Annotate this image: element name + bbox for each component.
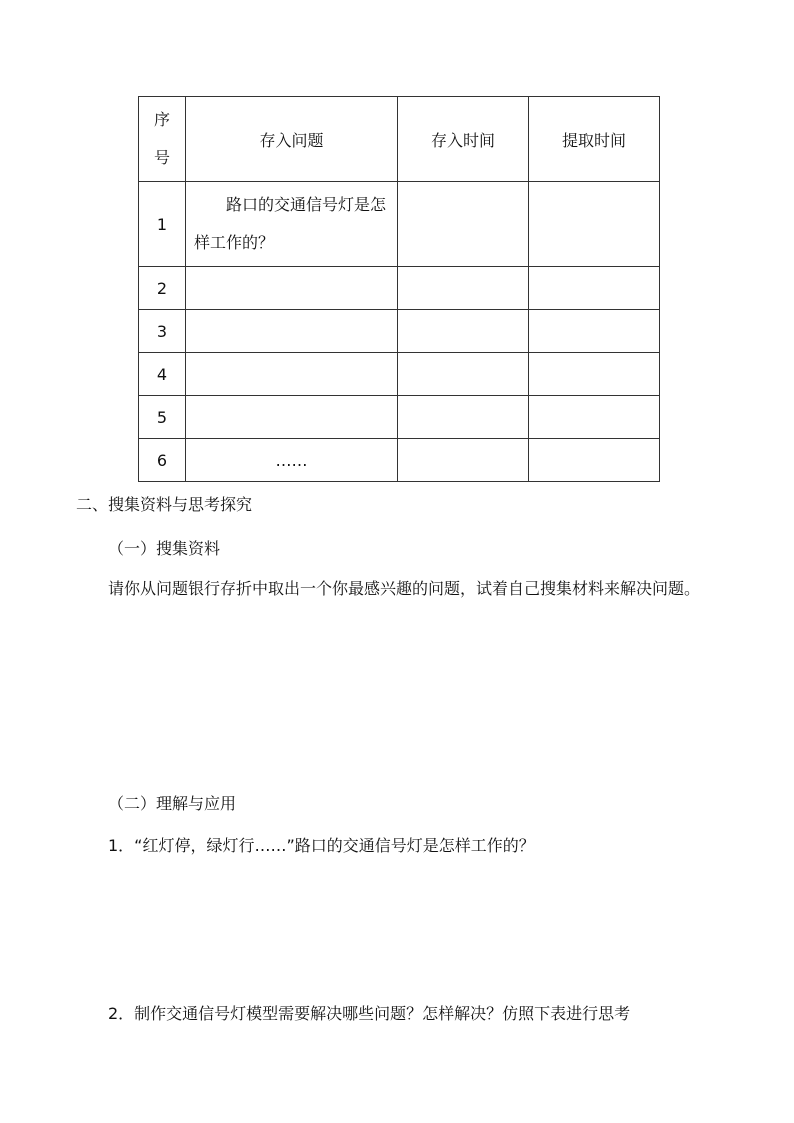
row-deposit-time: [398, 396, 529, 439]
question-2: 2．制作交通信号灯模型需要解决哪些问题？怎样解决？仿照下表进行思考: [108, 1004, 631, 1023]
question-1: 1．“红灯停，绿灯行……”路口的交通信号灯是怎样工作的？: [108, 836, 535, 855]
row-question: [186, 310, 398, 353]
row-withdraw-time: [529, 310, 660, 353]
row-number: 4: [139, 353, 186, 396]
header-question: 存入问题: [186, 97, 398, 182]
row-deposit-time: [398, 267, 529, 310]
row-question: 路口的交通信号灯是怎样工作的？: [186, 182, 398, 267]
row-question: [186, 396, 398, 439]
row-withdraw-time: [529, 267, 660, 310]
header-withdraw-time: 提取时间: [529, 97, 660, 182]
header-deposit-time: 存入时间: [398, 97, 529, 182]
section-title: 二、搜集资料与思考探究: [76, 495, 253, 514]
instruction-paragraph: 请你从问题银行存折中取出一个你最感兴趣的问题，试着自己搜集材料来解决问题。: [108, 579, 701, 598]
row-question: ……: [186, 439, 398, 482]
row-question: [186, 267, 398, 310]
question-bank-table: [138, 96, 660, 482]
subsection-title-apply: （二）理解与应用: [108, 794, 237, 813]
row-deposit-time: [398, 182, 529, 267]
table-row: [139, 310, 660, 353]
row-withdraw-time: [529, 396, 660, 439]
row-withdraw-time: [529, 182, 660, 267]
header-seq-label: 序号: [154, 110, 171, 167]
row-withdraw-time: [529, 353, 660, 396]
table-row: [139, 439, 660, 482]
table-row: [139, 353, 660, 396]
table-header-row: [139, 97, 660, 182]
row-deposit-time: [398, 353, 529, 396]
row-number: 6: [139, 439, 186, 482]
row-number: 1: [139, 182, 186, 267]
table-row: [139, 396, 660, 439]
header-seq: [139, 97, 186, 182]
row-deposit-time: [398, 439, 529, 482]
row-deposit-time: [398, 310, 529, 353]
row-question: [186, 353, 398, 396]
row-withdraw-time: [529, 439, 660, 482]
table-row: [139, 182, 660, 267]
row-number: 5: [139, 396, 186, 439]
table-row: [139, 267, 660, 310]
subsection-title-collect: （一）搜集资料: [108, 539, 221, 558]
row-number: 2: [139, 267, 186, 310]
row-number: 3: [139, 310, 186, 353]
